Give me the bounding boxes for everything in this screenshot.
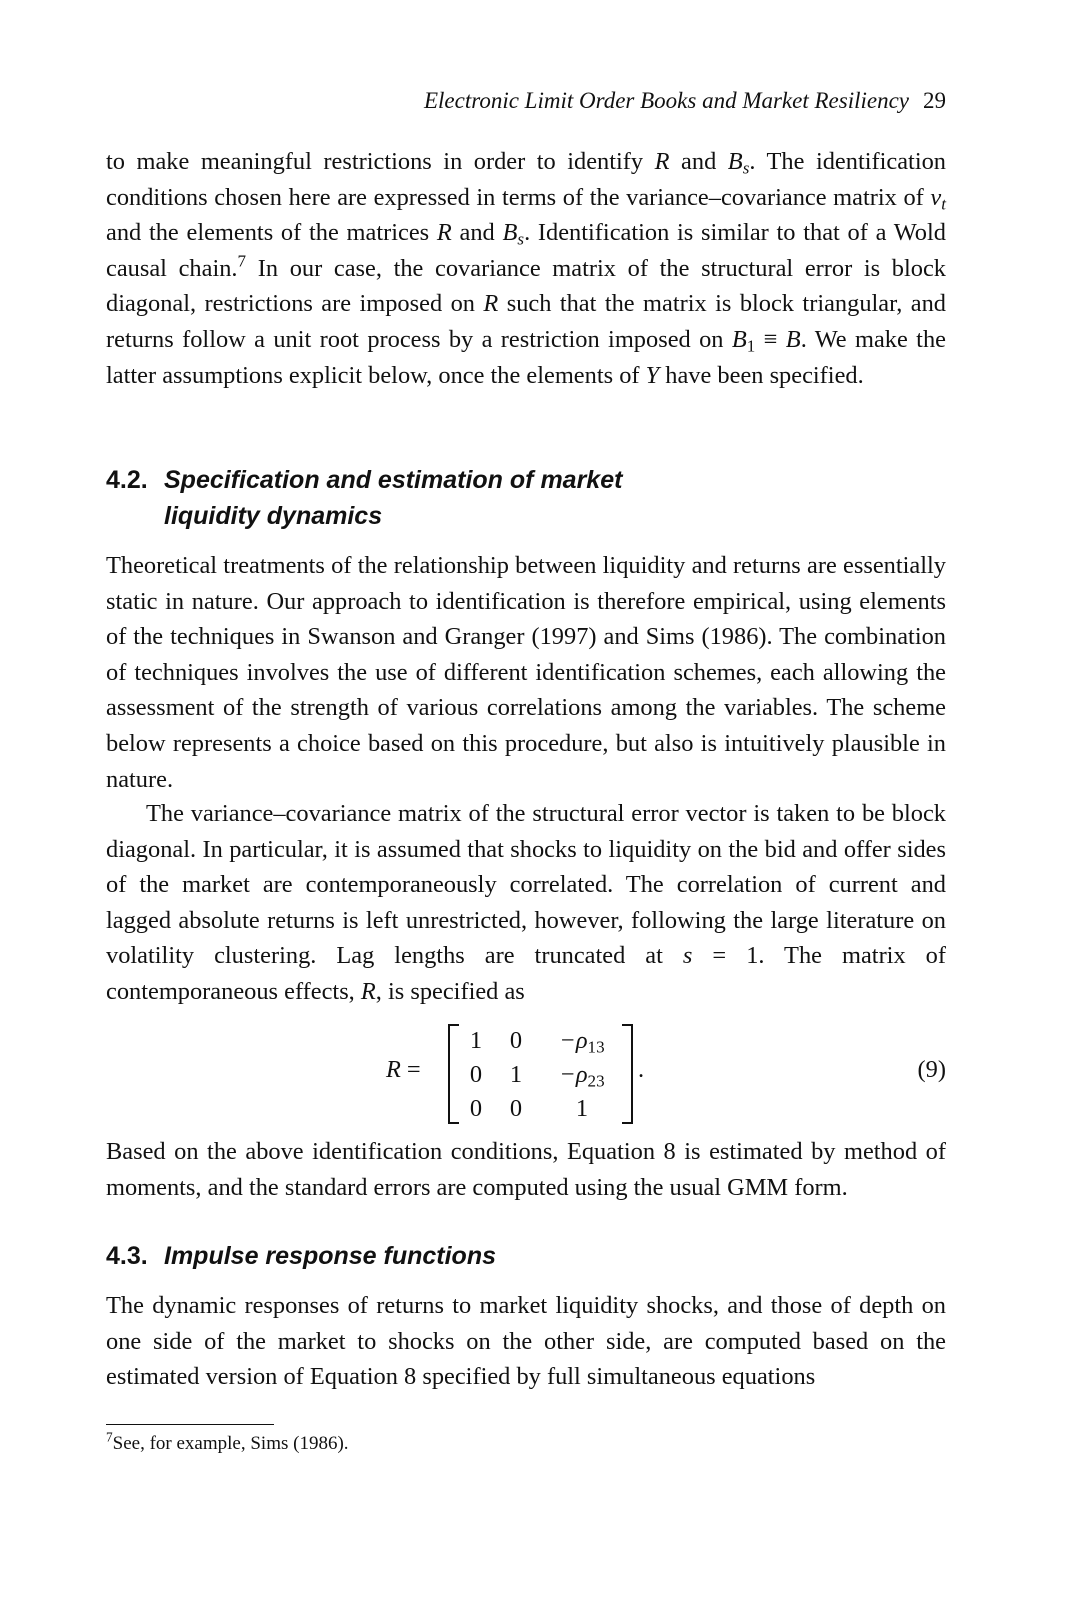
matrix-R (458, 1024, 624, 1126)
page (106, 0, 946, 1600)
matrix-row: 0 0 1 (469, 1095, 589, 1122)
equation-lhs: R = (386, 1056, 421, 1083)
footnote: $^7$See, for example, Sims (1986). (106, 1429, 349, 1454)
equation-9: R = 1 0 $-\rho_{13}$ 0 1 $-\rho_{23}$ 0 0 1 . (9) (106, 1020, 946, 1124)
running-head (424, 86, 946, 116)
footnote-rule (106, 1424, 274, 1425)
matrix-row: 0 1 $-\rho_{23}$ (469, 1061, 605, 1091)
page-number: 29 (923, 88, 946, 113)
paragraph-based-on-above: Based on the above identification conditions, Equation 8 is estimated by method of moments, and the standard errors are computed using the usual GMM form. (106, 1138, 946, 1201)
paragraph-variance-covariance: The variance–covariance matrix of the structural error vector is taken to be block diagonal. In particular, it is assumed that shocks to liquidity on the bid and offer sides of the market are contemporaneously correlated. The correlation of current and lagged absolute returns is left unrestricted, however, following the large literature on volatility clustering. Lag lengths are truncated at s = 1. The matrix of contemporaneous effects, R, is specified as (106, 800, 946, 1005)
footnote-reference: 7 (237, 251, 247, 271)
equation-number: (9) (917, 1056, 946, 1083)
matrix-right-bracket (622, 1024, 633, 1124)
paragraph-dynamic-responses: The dynamic responses of returns to market liquidity shocks, and those of depth on one side of the market to shocks on the other side, are computed based on the estimated version of Equation 8 specified by full simultaneous equations (106, 1292, 946, 1391)
paragraph-identification: to make meaningful restrictions in order to identify R and $B_s$. The identification conditions chosen here are expressed in terms of the variance–covariance matrix of $v_t$ and the elements of the matrices R and $B_s$. Identification is similar to that of a Wold causal chain.$^7$ In our case, the covariance matrix of the structural error is block diagonal, restrictions are imposed on R such that the matrix is block triangular, and returns follow a unit root process by a restriction imposed on $B_1 \equiv B$. We make the latter assumptions explicit below, once the elements of Y have been specified. (106, 148, 947, 389)
section-heading-4-2: 4.2. Specification and estimation of market liquidity dynamics (106, 466, 623, 530)
section-heading-4-3: 4.3. Impulse response functions (106, 1242, 497, 1270)
running-head-title: Electronic Limit Order Books and Market Resiliency (423, 88, 909, 113)
matrix-row: 1 0 $-\rho_{13}$ (469, 1027, 605, 1057)
paragraph-theoretical-treatments: Theoretical treatments of the relationship between liquidity and returns are essentially static in nature. Our approach to identification is therefore empirical, using elements of the techniques in Swanson and Granger (1997) and Sims (1986). The combination of techniques involves the use of different identification schemes, each allowing the assessment of the strength of various correlations among the variables. The scheme below represents a choice based on this procedure, but also is intuitively plausible in nature. (106, 552, 946, 793)
